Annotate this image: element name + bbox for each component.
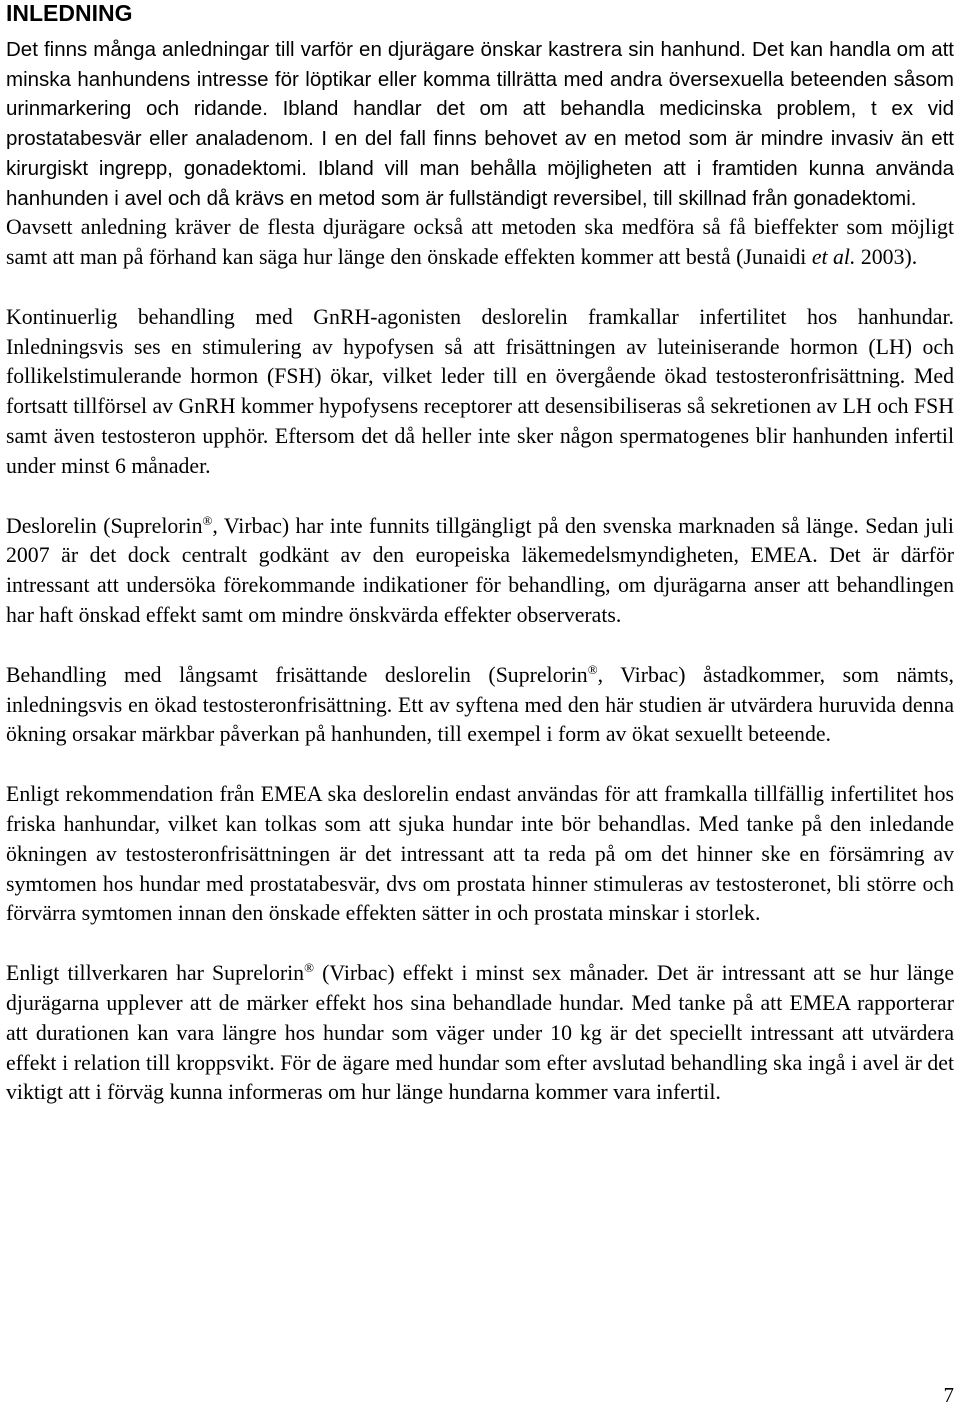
paragraph-1b-text: Oavsett anledning kräver de flesta djurägare också att metoden ska medföra så få bieffekter som möjligt samt att man på förhand kan säga hur länge den önskade effekten kommer att bestå (Junaidi — [6, 215, 954, 270]
paragraph-3-text-a: Deslorelin (Suprelorin — [6, 513, 203, 538]
section-heading: INLEDNING — [6, 0, 133, 26]
document-page — [6, 0, 954, 1108]
registered-mark: ® — [587, 661, 598, 677]
registered-mark: ® — [202, 512, 213, 528]
registered-mark: ® — [304, 960, 314, 976]
paragraph-4 — [6, 661, 954, 750]
paragraph-1b-end: 2003). — [855, 245, 918, 270]
paragraph-2: Kontinuerlig behandling med GnRH-agonisten deslorelin framkallar infertilitet hos hanhundar. Inledningsvis ses en stimulering av hypofysen så att frisättningen av luteiniserande hormon (LH) och follikelstimulerande hormon (FSH) ökar, vilket leder till en övergående ökad testosteronfrisättning. Med fortsatt tillförsel av GnRH kommer hypofysens receptorer att desensibiliseras så sekretionen av LH och FSH samt även testosteron upphör. Eftersom det då heller inte sker någon spermatogenes blir hanhunden infertil under minst 6 månader. — [6, 304, 954, 478]
paragraph-6-text-b: (Virbac) effekt i minst sex månader. Det är intressant att se hur länge djurägarna upplever att de märker effekt hos sina behandlade hundar. Med tanke på att EMEA rapporterar att durationen kan vara längre hos hundar som väger under 10 kg är det speciellt intressant att utvärdera effekt i relation till kroppsvikt. För de ägare med hundar som efter avslutad behandling ska ingå i avel är det viktigt att i förväg kunna informeras om hur länge hundarna kommer vara infertil. — [6, 961, 954, 1105]
paragraph-3-text-b: , Virbac) har inte funnits tillgängligt på den svenska marknaden så länge. Sedan juli 2007 är det dock centralt godkänt av den europeiska läkemedelsmyndigheten, EMEA. Det är därför intressant att undersöka förekommande indikationer för behandling, om djurägarna anser att behandlingen har haft önskad effekt samt om mindre önskvärda effekter observerats. — [6, 513, 954, 627]
paragraph-4-text-b: , Virbac) åstadkommer, som nämts, inledningsvis en ökad testosteronfrisättning. Ett av syftena med den här studien är utvärdera huruvida denna ökning orsakar märkbar påverkan på hanhunden, till exempel i form av ökat sexuellt beteende. — [6, 662, 954, 747]
paragraph-6 — [6, 959, 954, 1108]
paragraph-4-text-a: Behandling med långsamt frisättande deslorelin (Suprelorin — [6, 662, 588, 687]
paragraph-1b — [6, 213, 954, 273]
paragraph-3 — [6, 512, 954, 631]
paragraph-1 — [6, 35, 954, 213]
paragraph-1-text: Det finns många anledningar till varför en djurägare önskar kastrera sin hanhund. Det kan handla om att minska hanhundens intresse för löptikar eller komma tillrätta med andra översexuella beteenden såsom urinmarkering och ridande. Ibland handlar det om att behandla medicinska problem, t ex vid prostatabesvär eller analadenom. I en del fall finns behovet av en metod som är mindre invasiv än ett kirurgiskt ingrepp, gonadektomi. Ibland vill man behålla möjligheten att i framtiden kunna använda hanhunden i avel och då krävs en metod som är fullständigt reversibel, till skillnad från gonadektomi. — [6, 38, 954, 210]
paragraph-5: Enligt rekommendation från EMEA ska deslorelin endast användas för att framkalla tillfällig infertilitet hos friska hanhundar, vilket kan tolkas som att sjuka hundar inte bör behandlas. Med tanke på den inledande ökningen av testosteronfrisättningen är det intressant att ta reda på om det hinner ske en försämring av symtomen hos hundar med prostatabesvär, dvs om prostata hinner stimuleras av testosteronet, bli större och förvärra symtomen innan den önskade effekten sätter in och prostata minskar i storlek. — [6, 782, 954, 926]
paragraph-6-text-a: Enligt tillverkaren har Suprelorin — [6, 961, 305, 986]
page-number: 7 — [943, 1383, 954, 1407]
paragraph-1b-italic: et al. — [811, 245, 856, 270]
